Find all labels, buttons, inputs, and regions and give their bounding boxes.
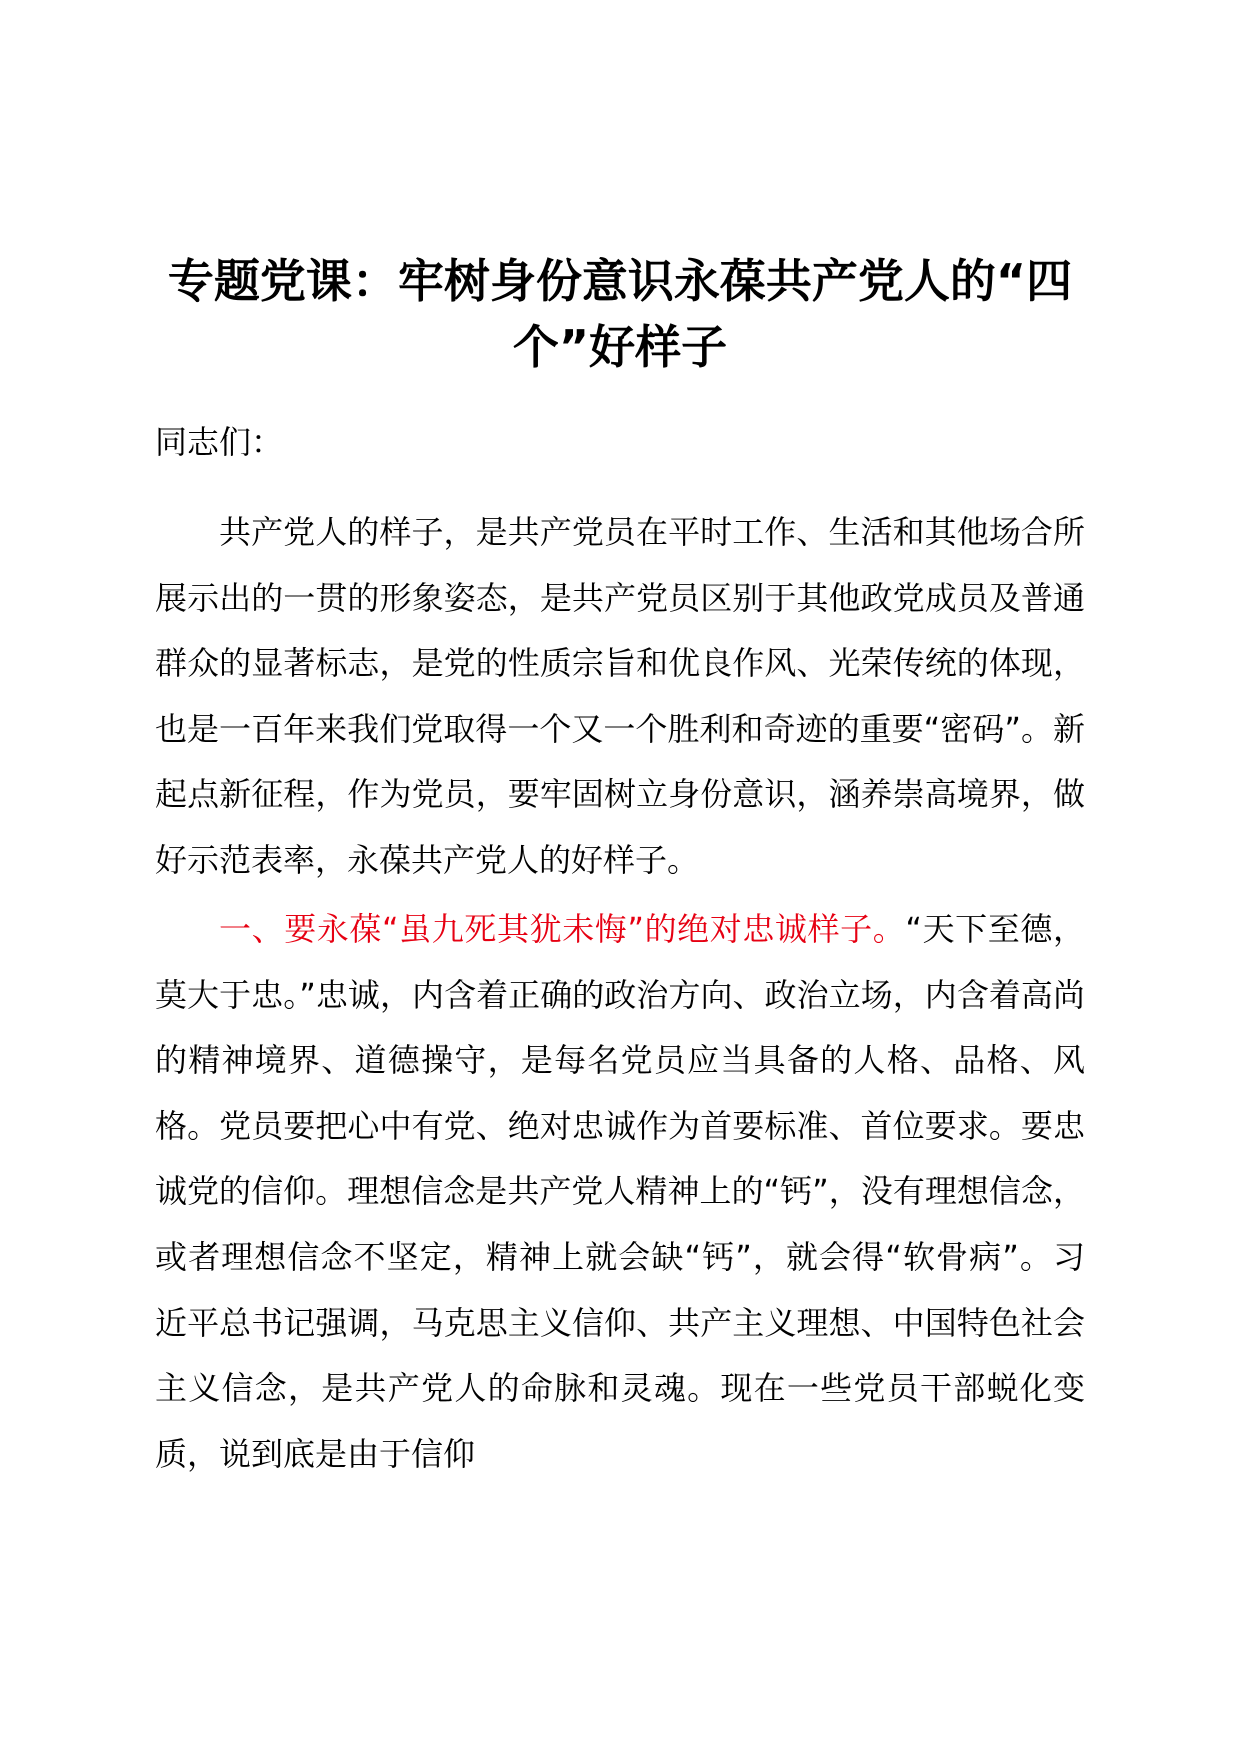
document-title: 专题党课：牢树身份意识永葆共产党人的“四个”好样子	[167, 254, 1073, 374]
section-one-text: “天下至德，莫大于忠。”忠诚，内含着正确的政治方向、政治立场，内含着高尚的精神境界、道德操守，是每名党员应当具备的人格、品格、风格。党员要把心中有党、绝对忠诚作为首要标准、首位要求。要忠诚党的信仰。理想信念是共产党人精神上的“钙”，没有理想信念，或者理想信念不坚定，精神上就会缺“钙”，就会得“软骨病”。习近平总书记强调，马克思主义信仰、共产主义理想、中国特色社会主义信念，是共产党人的命脉和灵魂。现在一些党员干部蜕化变质，说到底是由于信仰	[155, 910, 1085, 1473]
paragraph-intro	[155, 500, 1085, 894]
paragraph-intro-text: 共产党人的样子，是共产党员在平时工作、生活和其他场合所展示出的一贯的形象姿态，是共产党员区别于其他政党成员及普通群众的显著标志，是党的性质宗旨和优良作风、光荣传统的体现，也是一百年来我们党取得一个又一个胜利和奇迹的重要“密码”。新起点新征程，作为党员，要牢固树立身份意识，涵养崇高境界，做好示范表率，永葆共产党人的好样子。	[155, 513, 1085, 879]
paragraph-section-one	[155, 897, 1085, 1487]
salutation: 同志们：	[155, 423, 284, 461]
section-one-heading: 一、要永葆“虽九死其犹未悔”的绝对忠诚样子。	[219, 910, 906, 948]
